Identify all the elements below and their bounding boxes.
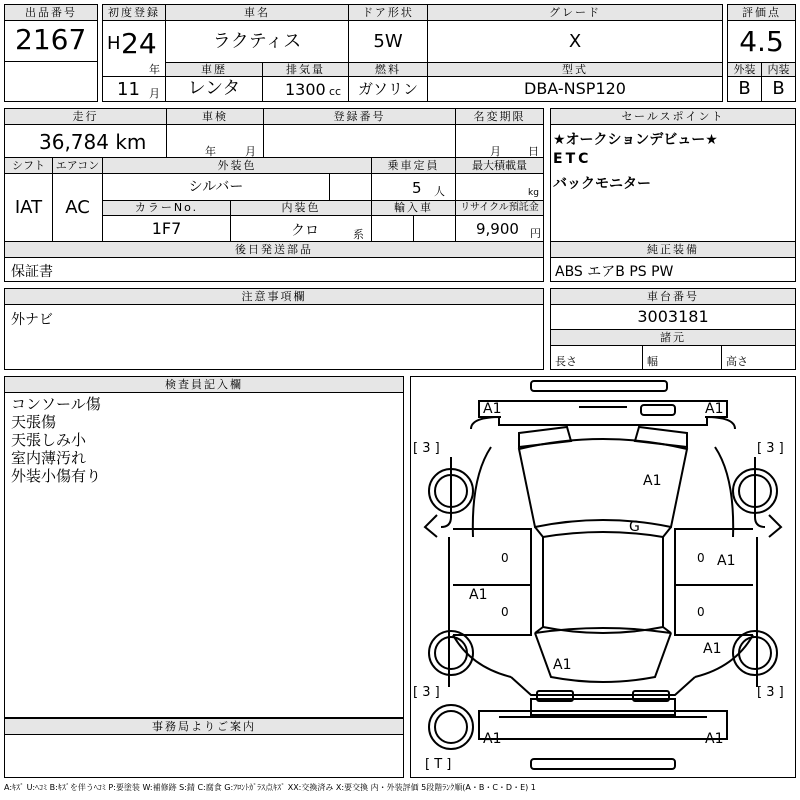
diag-right-rear-door: 0 [697,605,705,619]
reg-month: 11 [117,79,140,100]
inspector-line-5: 外装小傷有り [11,467,102,485]
color-no-cell [102,215,231,242]
diag-tire-fr: [ 3 ] [757,441,784,456]
door-header: ドア形状 [348,4,428,21]
max-load-header: 最大積載量 [455,157,544,174]
capacity: 5 [412,179,422,197]
sales-point-2: ETC [553,151,592,167]
int-color: クロ [291,223,319,239]
interior-grade-cell [761,76,796,102]
diag-tire-rr: [ 3 ] [757,685,784,700]
history-header: 車歴 [165,62,263,77]
sales-point-3: バックモニター [553,176,651,192]
door: 5W [373,31,403,52]
inspector-line-3: 天張しみ小 [11,431,87,449]
import-cell-1 [371,215,414,242]
nc-month-unit: 月 [490,145,501,158]
model-header: 型式 [427,62,723,77]
fuel-cell [348,76,428,102]
inspection-month-unit: 月 [245,145,256,158]
first-reg-cell [102,20,166,77]
model: DBA-NSP120 [524,79,626,98]
inspector-header: 検査員記入欄 [4,376,404,393]
car-name-header: 車名 [165,4,349,21]
shift-cell [4,173,53,242]
recycle-unit: 円 [530,227,541,240]
shift: IAT [14,197,43,218]
chassis-no-cell [550,304,796,330]
inspector-line-4: 室内薄汚れ [11,449,87,467]
recycle-header: リサイクル預託金 [455,200,544,216]
displacement: 1300 [285,80,326,99]
exterior-header: 外装 [727,62,762,77]
lot-no: 2167 [15,23,87,56]
car-name: ラクティス [212,31,302,52]
month-unit: 月 [149,87,160,100]
legend: A:ｷｽﾞ U:ﾍｺﾐ B:ｷｽﾞを伴うﾍｺﾐ P:要塗装 W:補修跡 S:錆 C:腐食 G:ﾌﾛﾝﾄｶﾞﾗｽ点ｷｽﾞ XX:交換済み X:要交換 内・外装評価 5段階ﾗﾝｸ順(A・B・C・D・E) 1 [4,783,536,792]
diag-bottom-right: A1 [705,731,724,747]
inspector-line-1: コンソール傷 [11,395,101,413]
recycle: 9,900 [476,220,519,238]
diag-right-rear: A1 [703,641,722,657]
first-reg-month-cell [102,76,166,102]
reg-no-cell [263,124,456,158]
mileage-cell [4,124,167,158]
door-cell [348,20,428,63]
color-no-header: カラーNo. [102,200,231,216]
inspector-cell [4,392,404,718]
diag-right-front-door-outer: A1 [717,553,736,569]
ext-color-cell [102,173,330,201]
first-reg-header: 初度登録 [102,4,166,21]
ext-color-blank [329,173,372,201]
mileage: 36,784 km [39,130,147,154]
ext-color: シルバー [188,179,244,195]
name-change-header: 名変期限 [455,108,544,125]
model-cell [427,76,723,102]
int-color-header: 内装色 [230,200,372,216]
diag-right-front-door: 0 [697,551,705,565]
diag-roof-rear: A1 [553,657,572,673]
diag-bottom-left: A1 [483,731,502,747]
import-cell-2 [413,215,456,242]
diag-tire-rl: [ 3 ] [413,685,440,700]
lot-no-blank [4,61,98,102]
office-cell [4,734,404,778]
diag-left-rear: A1 [469,587,488,603]
dimensions-header: 諸元 [550,329,796,346]
int-color-cell [230,215,372,242]
recycle-cell [455,215,544,242]
dim-width: 幅 [647,355,658,368]
name-change-cell [455,124,544,158]
aircon-header: エアコン [52,157,103,174]
diag-tire-fl: [ 3 ] [413,441,440,456]
sales-point-cell [550,124,796,242]
history-cell [165,76,263,102]
inspection-cell [166,124,264,158]
exterior-grade-cell [727,76,762,102]
notes-cell [4,304,544,370]
displacement-cell [262,76,349,102]
color-no: 1F7 [151,219,182,238]
displacement-header: 排気量 [262,62,349,77]
genuine-equip: ABS エアB PS PW [555,264,674,280]
sales-point-header: セールスポイント [550,108,796,125]
notes: 外ナビ [11,312,53,328]
diag-left-rear-door: 0 [501,605,509,619]
lot-no-cell [4,20,98,62]
diag-trunk: [ T ] [425,757,452,772]
import-header: 輸入車 [371,200,456,216]
office-header: 事務局よりご案内 [4,718,404,735]
score-cell [727,20,796,63]
car-diagram-svg [411,377,795,777]
diag-windshield: G [629,519,640,535]
genuine-equip-cell [550,257,796,282]
fuel: ガソリン [357,80,418,98]
capacity-header: 乗車定員 [371,157,456,174]
diag-hood: A1 [643,473,662,489]
mileage-header: 走行 [4,108,167,125]
chassis-no-header: 車台番号 [550,288,796,305]
dim-length: 長さ [555,355,577,368]
interior-grade: B [772,78,785,99]
dim-length-cell [550,345,643,370]
grade-header: グレード [427,4,723,21]
chassis-no: 3003181 [637,307,709,326]
inspection-header: 車検 [166,108,264,125]
car-name-cell [165,20,349,63]
max-load-cell [455,173,544,201]
inspection-year-unit: 年 [205,145,216,158]
reg-no-header: 登録番号 [263,108,456,125]
fuel-header: 燃料 [348,62,428,77]
dim-width-cell [642,345,722,370]
grade-cell [427,20,723,63]
later-parts-cell [4,257,544,282]
inspector-line-2: 天張傷 [11,413,57,431]
shift-header: シフト [4,157,53,174]
diag-left-front-door: 0 [501,551,509,565]
dim-height-cell [721,345,796,370]
aircon: AC [65,197,90,218]
diag-top-right: A1 [705,401,724,417]
interior-header: 内装 [761,62,796,77]
max-load-unit: kg [528,188,539,198]
later-parts-header: 後日発送部品 [4,241,544,258]
era: H [107,33,121,54]
capacity-cell [371,173,456,201]
sales-point-1: ★オークションデビュー★ [553,132,718,148]
dim-height: 高さ [726,355,748,368]
exterior-grade: B [738,78,751,99]
int-color-unit: 系 [353,228,364,241]
ext-color-header: 外装色 [102,157,372,174]
grade: X [568,31,582,52]
score: 4.5 [739,25,784,58]
aircon-cell [52,173,103,242]
capacity-unit: 人 [434,185,445,198]
nc-day-unit: 日 [528,145,539,158]
diag-top-left: A1 [483,401,502,417]
notes-header: 注意事項欄 [4,288,544,305]
reg-year: 24 [121,27,157,60]
lot-no-header: 出品番号 [4,4,98,21]
car-diagram [410,376,796,778]
later-parts: 保証書 [11,264,53,280]
genuine-equip-header: 純正装備 [550,241,796,258]
score-header: 評価点 [727,4,796,21]
year-unit: 年 [149,63,160,76]
displacement-unit: cc [329,85,342,98]
history: レンタ [187,78,241,99]
